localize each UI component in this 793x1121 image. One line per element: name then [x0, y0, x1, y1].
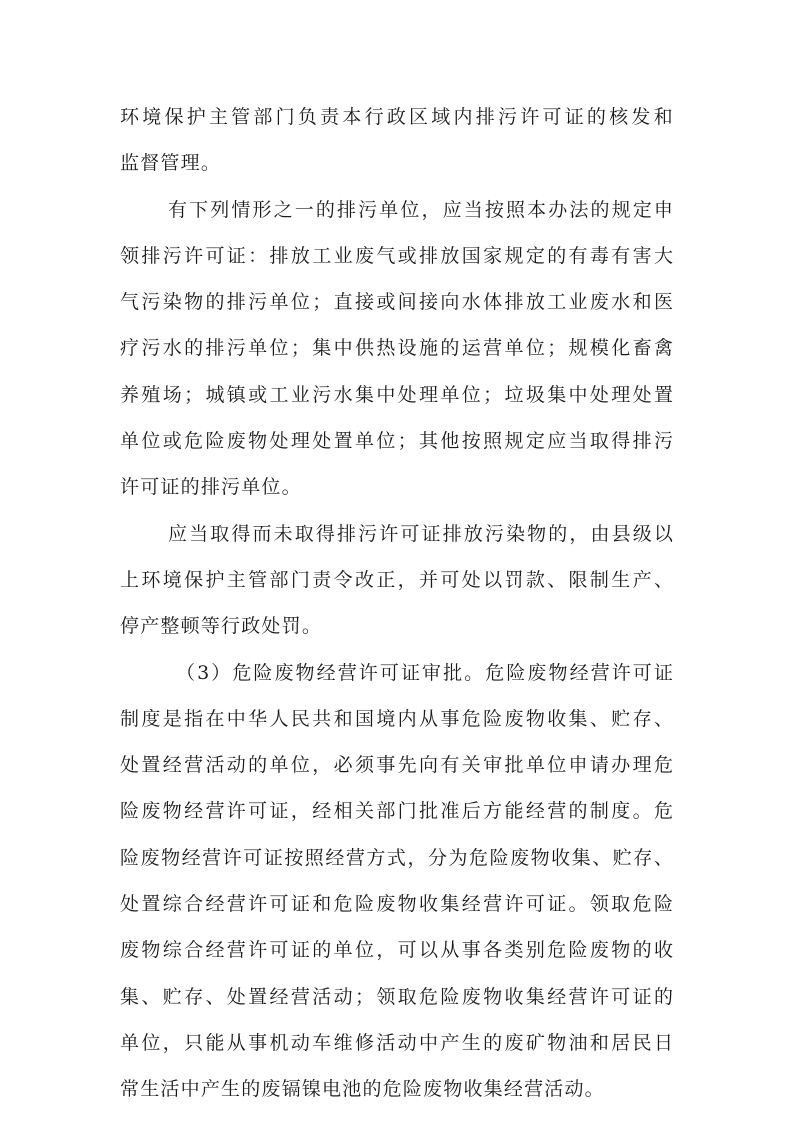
text-line: 险 废 物 经 营 许 可 证 按 照 经 营 方 式 ， 分 为 危 险 废 物 收 集 、 贮 存 、	[120, 846, 673, 869]
text-line: （ 3 ） 危 险 废 物 经 营 许 可 证 审 批 。 危 险 废 物 经 营 许 可 证	[176, 661, 673, 684]
text-line: 险 废 物 经 营 许 可 证 ， 经 相 关 部 门 批 准 后 方 能 经 营 的 制 度 。 危	[120, 800, 673, 823]
text-line: 常 生 活 中 产 生 的 废 镉 镍 电 池 的 危 险 废 物 收 集 经 营 活 动 。	[120, 1078, 604, 1101]
text-line: 集 、 贮 存 、 处 置 经 营 活 动 ； 领 取 危 险 废 物 收 集 经 营 许 可 证 的	[120, 985, 673, 1008]
text-line: 单 位 ， 只 能 从 事 机 动 车 维 修 活 动 中 产 生 的 废 矿 物 油 和 居 民 日	[120, 1031, 673, 1054]
text-line: 停 产 整 顿 等 行 政 处 罚 。	[120, 615, 321, 638]
text-line: 有 下 列 情 形 之 一 的 排 污 单 位 ， 应 当 按 照 本 办 法 的 规 定 申	[168, 198, 673, 221]
text-line: 监 督 管 理 。	[120, 152, 220, 175]
text-line: 单 位 或 危 险 废 物 处 理 处 置 单 位 ； 其 他 按 照 规 定 应 当 取 得 排 污	[120, 430, 673, 453]
document-page	[120, 94, 673, 1113]
text-line: 处 置 综 合 经 营 许 可 证 和 危 险 废 物 收 集 经 营 许 可 证 。 领 取 危 险	[120, 893, 673, 916]
text-line: 上 环 境 保 护 主 管 部 门 责 令 改 正 ， 并 可 处 以 罚 款 、 限 制 生 产 、	[120, 568, 673, 591]
text-line: 疗 污 水 的 排 污 单 位 ； 集 中 供 热 设 施 的 运 营 单 位 ； 规 模 化 畜 禽	[120, 337, 673, 360]
text-line: 制 度 是 指 在 中 华 人 民 共 和 国 境 内 从 事 危 险 废 物 收 集 、 贮 存 、	[120, 707, 673, 730]
text-line: 废 物 综 合 经 营 许 可 证 的 单 位 ， 可 以 从 事 各 类 别 危 险 废 物 的 收	[120, 939, 673, 962]
text-line: 领 排 污 许 可 证 ： 排 放 工 业 废 气 或 排 放 国 家 规 定 的 有 毒 有 害 大	[120, 244, 673, 267]
text-line: 处 置 经 营 活 动 的 单 位 ， 必 须 事 先 向 有 关 审 批 单 位 申 请 办 理 危	[120, 754, 673, 777]
text-line: 气 污 染 物 的 排 污 单 位 ； 直 接 或 间 接 向 水 体 排 放 工 业 废 水 和 医	[120, 291, 673, 314]
text-line: 养 殖 场 ； 城 镇 或 工 业 污 水 集 中 处 理 单 位 ； 垃 圾 集 中 处 理 处 置	[120, 383, 673, 406]
text-line: 应 当 取 得 而 未 取 得 排 污 许 可 证 排 放 污 染 物 的 ， 由 县 级 以	[168, 522, 673, 545]
text-line: 环 境 保 护 主 管 部 门 负 责 本 行 政 区 域 内 排 污 许 可 证 的 核 发 和	[120, 106, 673, 128]
text-line: 许 可 证 的 排 污 单 位 。	[120, 476, 301, 499]
